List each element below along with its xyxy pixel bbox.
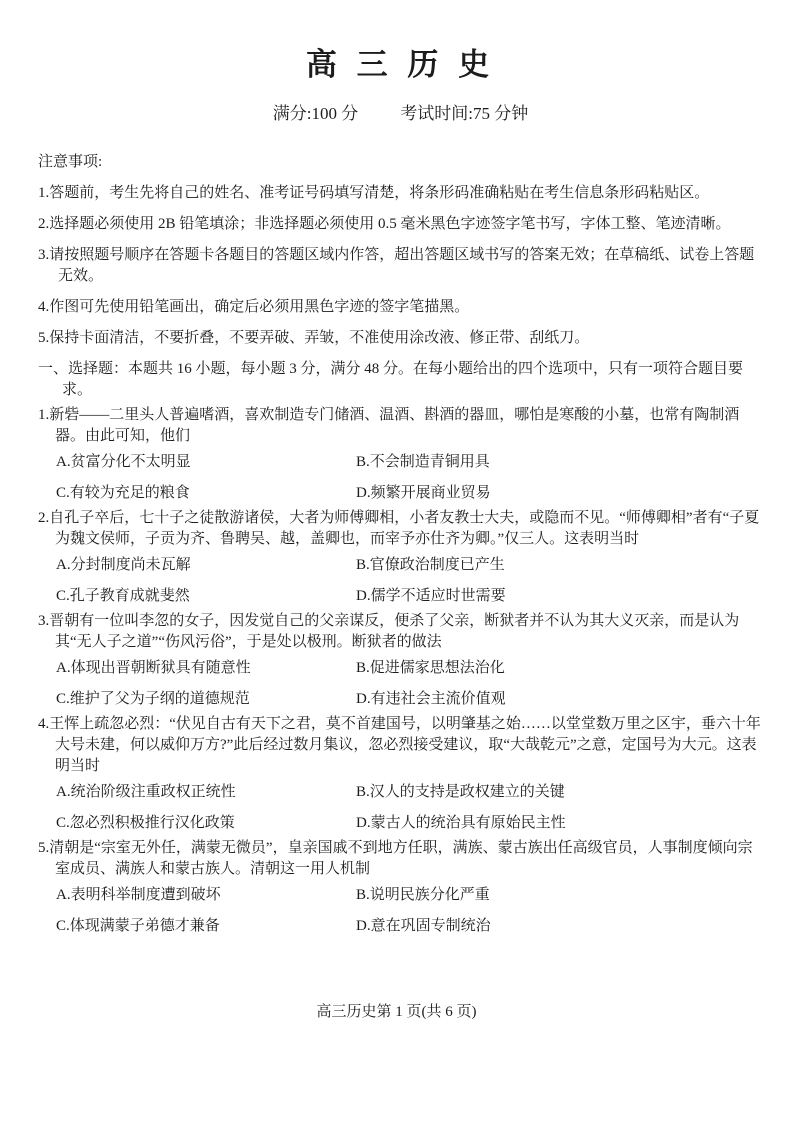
option-d (356, 916, 763, 937)
option-label: B. (356, 557, 370, 573)
option-c (56, 483, 356, 504)
option-label: D. (356, 485, 371, 501)
option-label: B. (356, 784, 370, 800)
option-c (56, 916, 356, 937)
option-d (356, 586, 763, 607)
option-text: 频繁开展商业贸易 (370, 485, 491, 501)
question-number: 1. (38, 407, 50, 423)
option-label: A. (56, 660, 71, 676)
option-label: D. (356, 588, 371, 604)
option-d (356, 813, 763, 834)
option-text: 统治阶级注重政权正统性 (70, 784, 236, 800)
option-c (56, 689, 356, 710)
question-stem (38, 508, 763, 550)
option-text: 说明民族分化严重 (369, 887, 490, 903)
notice-item: 1.答题前，考生先将自己的姓名、准考证号码填写清楚，将条形码准确粘贴在考生信息条形码粘贴区。 (38, 185, 710, 201)
option-label: A. (56, 887, 71, 903)
question-number: 3. (38, 613, 50, 629)
exam-score: 满分:100 分 (272, 104, 359, 123)
option-label: C. (56, 485, 70, 501)
option-label: A. (56, 454, 71, 470)
option-text: 忽必烈积极推行汉化政策 (69, 815, 235, 831)
option-label: C. (56, 815, 70, 831)
notice-item: 5.保持卡面清洁，不要折叠，不要弄破、弄皱，不准使用涂改液、修正带、刮纸刀。 (38, 330, 590, 346)
option-text: 官僚政治制度已产生 (369, 557, 505, 573)
question-options (38, 452, 763, 504)
option-label: A. (56, 784, 71, 800)
question-number: 2. (38, 510, 50, 526)
page-footer: 高三历史第 1 页(共 6 页) (316, 1004, 477, 1020)
option-text: 体现满蒙子弟德才兼备 (69, 918, 220, 934)
question-stem (38, 611, 763, 653)
option-label: C. (56, 691, 70, 707)
option-d (356, 689, 763, 710)
question-number: 5. (38, 840, 50, 856)
question-5 (38, 838, 763, 937)
option-a (56, 885, 356, 906)
option-d (356, 483, 763, 504)
option-text: 有较为充足的粮食 (69, 485, 190, 501)
option-text: 儒学不适应时世需要 (370, 588, 506, 604)
option-label: B. (356, 660, 370, 676)
option-label: C. (56, 588, 70, 604)
question-stem (38, 714, 763, 777)
question-text: 新砦——二里头人普遍嗜酒，喜欢制造专门储酒、温酒、斟酒的器皿，哪怕是寒酸的小墓，也常有陶制酒器。由此可知，他们 (49, 407, 740, 444)
option-b (356, 555, 763, 576)
exam-duration: 考试时间:75 分钟 (400, 104, 529, 123)
option-text: 意在巩固专制统治 (370, 918, 491, 934)
question-options (38, 782, 763, 834)
question-1 (38, 405, 763, 504)
question-options (38, 555, 763, 607)
option-text: 分封制度尚未瓦解 (70, 557, 191, 573)
question-2 (38, 508, 763, 607)
question-text: 清朝是“宗室无外任，满蒙无微员”，皇亲国戚不到地方任职，满族、蒙古族出任高级官员，人事制度倾向宗室成员、满族人和蒙古族人。清朝这一用人机制 (49, 840, 753, 877)
question-options (38, 885, 763, 937)
option-b (356, 658, 763, 679)
option-text: 表明科举制度遭到破坏 (70, 887, 221, 903)
question-options (38, 658, 763, 710)
option-a (56, 658, 356, 679)
option-text: 孔子教育成就斐然 (69, 588, 190, 604)
option-b (356, 452, 763, 473)
question-text: 晋朝有一位叫李忽的女子，因发觉自己的父亲谋反，便杀了父亲，断狱者并不认为其大义灭亲，而是认为其“无人子之道”“伤风污俗”，于是处以极刑。断狱者的做法 (49, 613, 740, 650)
option-label: D. (356, 918, 371, 934)
option-b (356, 885, 763, 906)
option-a (56, 782, 356, 803)
option-label: A. (56, 557, 71, 573)
page-title: 高 三 历 史 (305, 47, 496, 82)
question-text: 自孔子卒后，七十子之徒散游诸侯，大者为师傅卿相，小者友教士大夫，或隐而不见。“师傅卿相”者有“子夏为魏文侯师，子贡为齐、鲁聘吴、越，盖卿也，而宰予亦仕齐为卿。”仅三人。这表明当时 (49, 510, 760, 547)
option-label: C. (56, 918, 70, 934)
notice-item: 3.请按照题号顺序在答题卡各题目的答题区域内作答，超出答题区域书写的答案无效；在草稿纸、试卷上答题无效。 (38, 247, 755, 284)
option-label: D. (356, 815, 371, 831)
section-heading: 一、选择题：本题共 16 小题，每小题 3 分，满分 48 分。在每小题给出的四个选项中，只有一项符合题目要求。 (38, 361, 744, 398)
option-text: 汉人的支持是政权建立的关键 (369, 784, 565, 800)
option-text: 蒙古人的统治具有原始民主性 (370, 815, 566, 831)
option-a (56, 555, 356, 576)
option-a (56, 452, 356, 473)
option-text: 贫富分化不太明显 (70, 454, 191, 470)
notice-item: 2.选择题必须使用 2B 铅笔填涂；非选择题必须使用 0.5 毫米黑色字迹签字笔书写，字体工整、笔迹清晰。 (38, 216, 731, 232)
option-text: 维护了父为子纲的道德规范 (69, 691, 250, 707)
question-text: 王恽上疏忽必烈：“伏见自古有天下之君，莫不首建国号，以明肇基之始……以堂堂数万里之区宇，垂六十年大号未建，何以威仰万方?”此后经过数月集议，忽必烈接受建议，取“大哉乾元”之意，定国号为大元。这表明当时 (49, 716, 761, 774)
option-text: 有违社会主流价值观 (370, 691, 506, 707)
question-stem (38, 838, 763, 880)
question-3 (38, 611, 763, 710)
question-number: 4. (38, 716, 50, 732)
option-label: B. (356, 887, 370, 903)
option-label: B. (356, 454, 370, 470)
notice-item: 4.作图可先使用铅笔画出，确定后必须用黑色字迹的签字笔描黑。 (38, 299, 470, 315)
option-text: 体现出晋朝断狱具有随意性 (70, 660, 251, 676)
exam-info (38, 102, 763, 126)
notice-heading: 注意事项: (38, 154, 103, 170)
option-c (56, 813, 356, 834)
option-text: 促进儒家思想法治化 (369, 660, 505, 676)
option-label: D. (356, 691, 371, 707)
option-c (56, 586, 356, 607)
option-text: 不会制造青铜用具 (369, 454, 490, 470)
question-4 (38, 714, 763, 834)
question-stem (38, 405, 763, 447)
option-b (356, 782, 763, 803)
